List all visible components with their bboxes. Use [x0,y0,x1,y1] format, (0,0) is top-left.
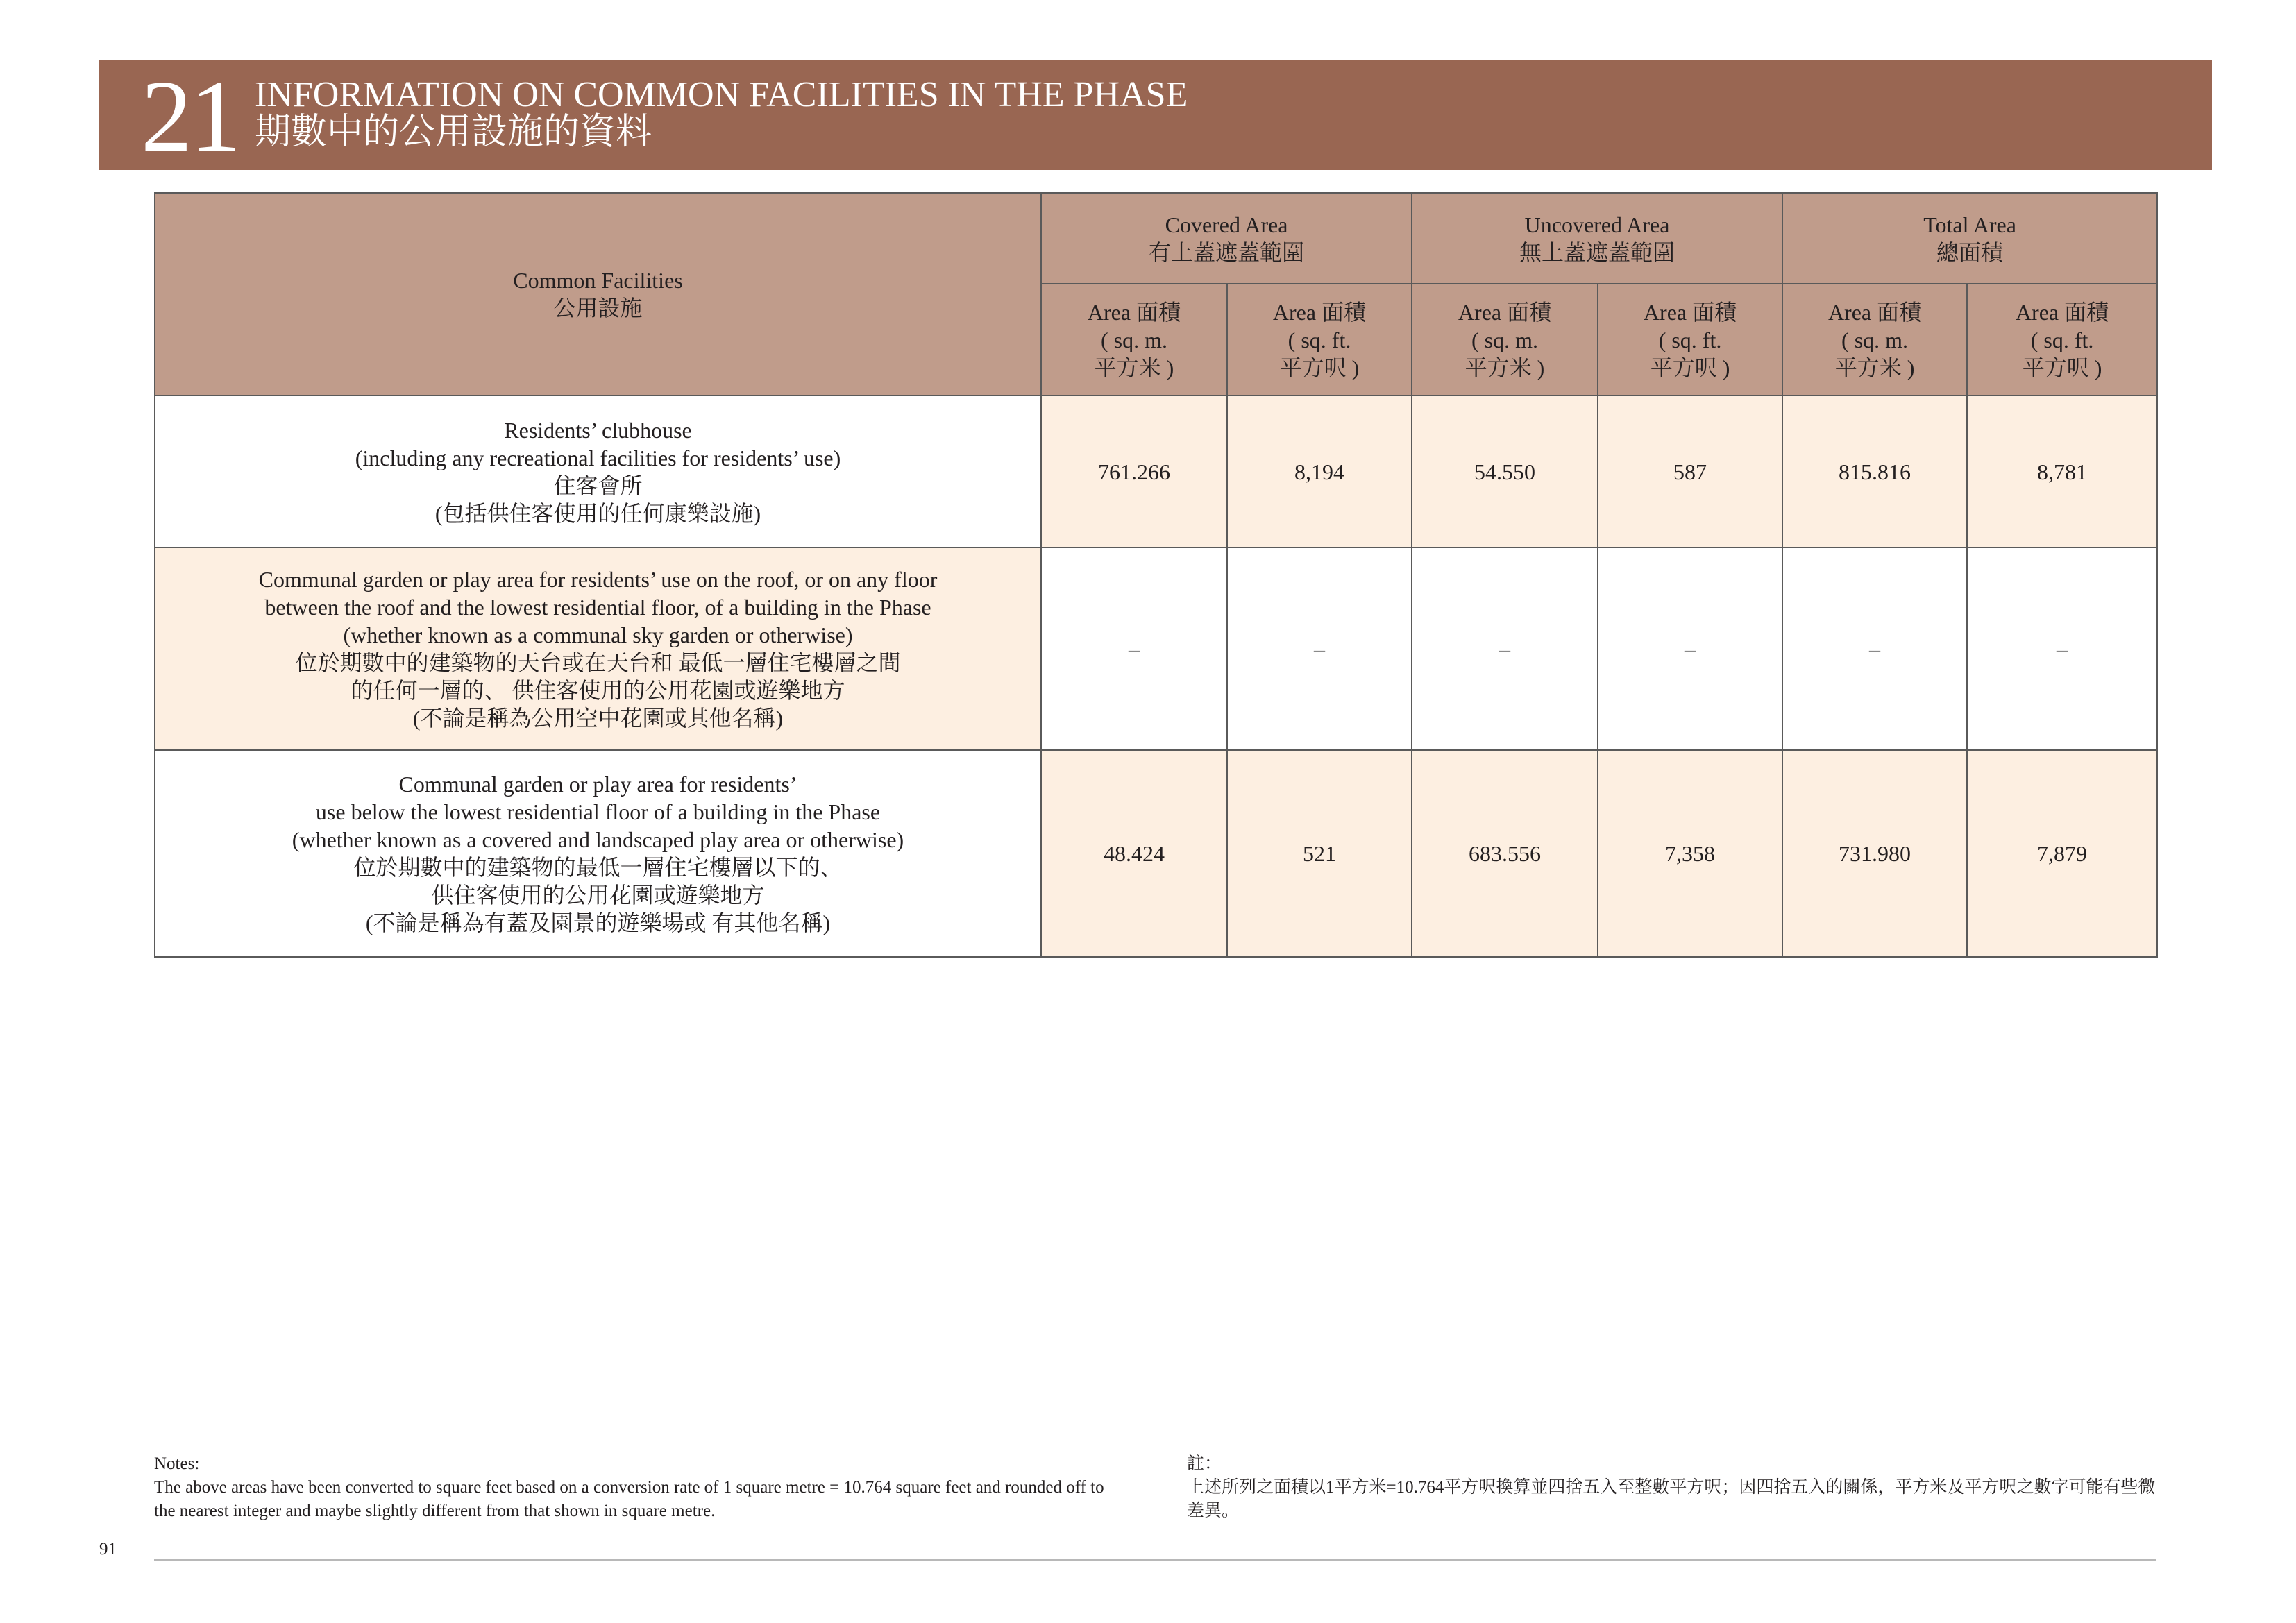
notes-text-english: The above areas have been converted to square feet based on a conversion rate of 1 square metre = 10.764 square feet and rounded off to the nearest integer and maybe slightly different from that shown in square metre. [154,1478,1104,1520]
facility-header-english: Common Facilities [513,268,683,293]
uncovered-area-sqft-value: 587 [1598,396,1782,547]
notes-chinese [1187,1452,2159,1523]
unit-label: 平方呎 ) [1279,355,1360,380]
table-row [155,547,2157,750]
unit-label: Area 面積 [2015,299,2109,325]
facility-name-cell [155,750,1041,957]
covered-area-sqft-value: 8,194 [1227,396,1412,547]
group-header-english: Total Area [1923,212,2016,237]
group-header-chinese: 總面積 [1936,239,2004,265]
unit-label: ( sq. ft. [1658,327,1722,352]
facility-name-line: (including any recreational facilities for residents’ use) [355,445,841,470]
uncovered-area-sqm-value: 683.556 [1412,750,1598,957]
total-area-header [1782,193,2157,284]
facility-name-line: (包括供住客使用的任何康樂設施) [434,500,761,526]
unit-label: ( sq. ft. [1288,327,1351,352]
table-row [155,750,2157,957]
table-row [155,396,2157,547]
total-area-sqm-value: 815.816 [1782,396,1967,547]
total-area-sqft-value: 8,781 [1967,396,2157,547]
notes-text-chinese: 上述所列之面積以1平方米=10.764平方呎換算並四捨五入至整數平方呎；因四捨五入的關係，平方米及平方呎之數字可能有些微差異。 [1187,1478,2156,1520]
unit-header-cell [1598,284,1782,396]
unit-header-cell [1041,284,1227,396]
facility-name-line: use below the lowest residential floor of a building in the Phase [315,799,881,824]
total-area-sqft-value: – [1967,547,2157,750]
unit-label: 平方米 ) [1094,355,1174,380]
facility-name-line: 位於期數中的建築物的最低一層住宅樓層以下的、 [353,855,843,880]
covered-area-sqm-value: – [1041,547,1227,750]
facility-name-line: 住客會所 [553,473,643,498]
unit-label: 平方呎 ) [1650,355,1730,380]
group-header-chinese: 有上蓋遮蓋範圍 [1149,239,1305,265]
notes-english [154,1452,1126,1523]
notes-label-english: Notes: [154,1454,200,1473]
section-title-english: INFORMATION ON COMMON FACILITIES IN THE PHASE [255,75,1188,114]
common-facilities-table [154,192,2158,958]
uncovered-area-sqm-value: 54.550 [1412,396,1598,547]
group-header-english: Uncovered Area [1524,212,1670,237]
section-title-chinese: 期數中的公用設施的資料 [255,112,652,152]
header-row-groups [155,193,2157,284]
facility-name-line: (whether known as a covered and landscaped play area or otherwise) [292,827,904,852]
unit-header-cell [1967,284,2157,396]
unit-label: ( sq. m. [1841,327,1909,352]
unit-label: Area 面積 [1458,299,1552,325]
facility-name-line: (不論是稱為有蓋及園景的遊樂場或 有其他名稱) [365,910,831,935]
total-area-sqm-value: – [1782,547,1967,750]
facility-name-line: (whether known as a communal sky garden or otherwise) [343,622,853,647]
unit-header-cell [1412,284,1598,396]
uncovered-area-sqm-value: – [1412,547,1598,750]
page-number: 91 [99,1540,117,1558]
facility-name-line: 供住客使用的公用花園或遊樂地方 [431,883,765,908]
section-number: 21 [141,60,238,173]
covered-area-sqm-value: 761.266 [1041,396,1227,547]
unit-label: ( sq. ft. [2030,327,2094,352]
unit-label: ( sq. m. [1471,327,1539,352]
unit-label: Area 面積 [1087,299,1181,325]
facility-name-cell [155,396,1041,547]
unit-label: 平方米 ) [1464,355,1545,380]
facility-name-line: 的任何一層的、 供住客使用的公用花園或遊樂地方 [351,678,845,703]
group-header-english: Covered Area [1165,212,1288,237]
facility-name-cell [155,547,1041,750]
unit-label: Area 面積 [1827,299,1922,325]
uncovered-area-sqft-value: 7,358 [1598,750,1782,957]
notes-label-chinese: 註： [1187,1454,1222,1473]
facility-name-line: 位於期數中的建築物的天台或在天台和 最低一層住宅樓層之間 [295,650,901,675]
facility-header-chinese: 公用設施 [553,296,643,321]
unit-label: Area 面積 [1643,299,1737,325]
facility-header-cell [155,193,1041,396]
unit-label: Area 面積 [1272,299,1367,325]
covered-area-sqft-value: – [1227,547,1412,750]
covered-area-header [1041,193,1412,284]
facility-name-line: between the roof and the lowest residential floor, of a building in the Phase [264,595,931,620]
facility-name-line: Communal garden or play area for residents’ use on the roof, or on any floor [258,567,938,592]
uncovered-area-header [1412,193,1782,284]
facility-name-line: (不論是稱為公用空中花園或其他名稱) [412,706,784,731]
unit-header-cell [1782,284,1967,396]
total-area-sqft-value: 7,879 [1967,750,2157,957]
uncovered-area-sqft-value: – [1598,547,1782,750]
covered-area-sqm-value: 48.424 [1041,750,1227,957]
total-area-sqm-value: 731.980 [1782,750,1967,957]
unit-header-cell [1227,284,1412,396]
facility-name-line: Communal garden or play area for residents’ [398,772,797,797]
footer-divider [154,1559,2156,1561]
group-header-chinese: 無上蓋遮蓋範圍 [1519,239,1675,265]
covered-area-sqft-value: 521 [1227,750,1412,957]
unit-label: 平方呎 ) [2022,355,2102,380]
facility-name-line: Residents’ clubhouse [504,417,692,443]
unit-label: ( sq. m. [1101,327,1167,352]
unit-label: 平方米 ) [1834,355,1915,380]
section-banner [99,60,2212,173]
